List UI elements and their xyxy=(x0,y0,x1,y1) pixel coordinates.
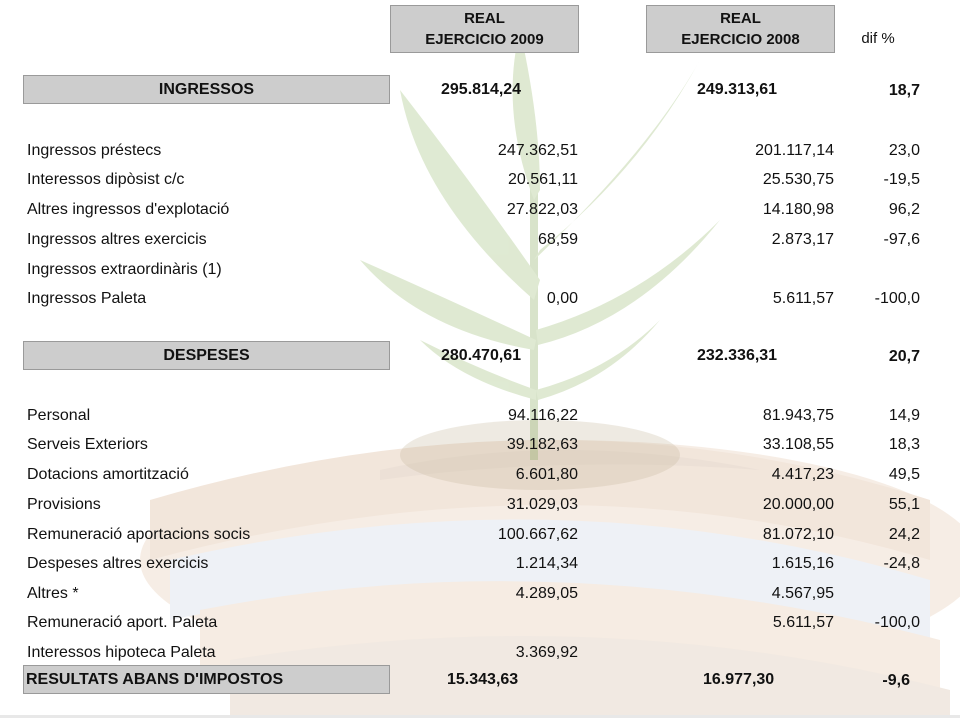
table-row xyxy=(0,520,960,550)
table-row xyxy=(0,165,960,195)
row-label: Ingressos préstecs xyxy=(27,142,162,159)
row-dif: -97,6 xyxy=(883,231,920,248)
ingressos-total-dif: 18,7 xyxy=(888,82,920,99)
section-despeses-band: DESPESES xyxy=(23,341,390,370)
row-value-2008: 5.611,57 xyxy=(772,614,834,631)
row-value-2008: 81.943,75 xyxy=(762,407,834,424)
table-row xyxy=(0,430,960,460)
table-row xyxy=(0,579,960,609)
row-label: Ingressos altres exercicis xyxy=(27,231,207,248)
row-value-2008: 33.108,55 xyxy=(762,436,834,453)
row-label: Dotacions amortització xyxy=(27,466,189,483)
row-dif: 14,9 xyxy=(888,407,920,424)
row-value-2009: 100.667,62 xyxy=(497,526,578,543)
ingressos-total-2009: 295.814,24 xyxy=(441,81,522,98)
table-row xyxy=(0,136,960,166)
table-row xyxy=(0,401,960,431)
row-value-2008: 4.417,23 xyxy=(771,466,834,483)
row-dif: 23,0 xyxy=(888,142,920,159)
row-label: Interessos hipoteca Paleta xyxy=(27,644,216,661)
row-label: Ingressos extraordinàris (1) xyxy=(27,261,222,278)
row-value-2008: 25.530,75 xyxy=(762,171,834,188)
ingressos-total-2008: 249.313,61 xyxy=(697,81,778,98)
table-row xyxy=(0,195,960,225)
row-label: Interessos dipòsist c/c xyxy=(27,171,185,188)
row-dif: 24,2 xyxy=(888,526,920,543)
table-row xyxy=(0,608,960,638)
despeses-total-dif: 20,7 xyxy=(888,348,920,365)
row-value-2008: 14.180,98 xyxy=(762,201,834,218)
row-value-2008: 81.072,10 xyxy=(762,526,834,543)
row-value-2008: 1.615,16 xyxy=(771,555,834,572)
header-dif-percent: dif % xyxy=(861,30,895,47)
row-value-2008: 4.567,95 xyxy=(771,585,834,602)
row-value-2009: 31.029,03 xyxy=(506,496,578,513)
row-value-2009: 0,00 xyxy=(546,290,578,307)
resultats-total-dif: -9,6 xyxy=(882,672,910,689)
despeses-total-2008: 232.336,31 xyxy=(697,347,778,364)
header-2009-line2: EJERCICIO 2009 xyxy=(425,31,544,48)
row-value-2009: 94.116,22 xyxy=(508,407,578,424)
row-label: Altres * xyxy=(27,585,79,602)
row-dif: 18,3 xyxy=(888,436,920,453)
row-label: Provisions xyxy=(27,496,101,513)
row-value-2009: 27.822,03 xyxy=(506,201,578,218)
section-resultats-band: RESULTATS ABANS D'IMPOSTOS xyxy=(23,665,390,694)
table-row xyxy=(0,549,960,579)
row-value-2008: 20.000,00 xyxy=(762,496,834,513)
row-value-2008: 5.611,57 xyxy=(772,290,834,307)
table-row xyxy=(0,225,960,255)
header-2009-line1: REAL xyxy=(464,10,505,27)
row-value-2008: 2.873,17 xyxy=(771,231,834,248)
row-value-2009: 39.182,63 xyxy=(506,436,578,453)
row-label: Remuneració aport. Paleta xyxy=(27,614,218,631)
row-value-2009: 3.369,92 xyxy=(515,644,578,661)
row-value-2009: 247.362,51 xyxy=(497,142,578,159)
row-dif: -19,5 xyxy=(883,171,920,188)
header-real-2009 xyxy=(390,5,579,53)
table-row xyxy=(0,284,960,314)
header-2008-line2: EJERCICIO 2008 xyxy=(681,31,800,48)
row-dif: 96,2 xyxy=(888,201,920,218)
despeses-total-2009: 280.470,61 xyxy=(441,347,522,364)
row-value-2009: 6.601,80 xyxy=(515,466,578,483)
table-row xyxy=(0,490,960,520)
table-row xyxy=(0,255,960,285)
row-value-2009: 4.289,05 xyxy=(515,585,578,602)
row-label: Personal xyxy=(27,407,91,424)
table-row xyxy=(0,638,960,668)
row-label: Ingressos Paleta xyxy=(27,290,147,307)
row-dif: -24,8 xyxy=(883,555,920,572)
row-dif: -100,0 xyxy=(874,614,920,631)
row-value-2009: 68,59 xyxy=(537,231,578,248)
row-value-2009: 1.214,34 xyxy=(515,555,578,572)
row-label: Despeses altres exercicis xyxy=(27,555,209,572)
row-label: Serveis Exteriors xyxy=(27,436,148,453)
row-label: Remuneració aportacions socis xyxy=(27,526,251,543)
header-2008-line1: REAL xyxy=(720,10,761,27)
resultats-total-2008: 16.977,30 xyxy=(703,671,775,688)
section-ingressos-band: INGRESSOS xyxy=(23,75,390,104)
header-real-2008 xyxy=(646,5,835,53)
row-dif: -100,0 xyxy=(874,290,920,307)
row-dif: 49,5 xyxy=(888,466,920,483)
resultats-total-2009: 15.343,63 xyxy=(447,671,519,688)
row-value-2008: 201.117,14 xyxy=(755,142,834,159)
row-dif: 55,1 xyxy=(888,496,920,513)
row-label: Altres ingressos d'explotació xyxy=(27,201,230,218)
table-row xyxy=(0,460,960,490)
row-value-2009: 20.561,11 xyxy=(508,171,578,188)
